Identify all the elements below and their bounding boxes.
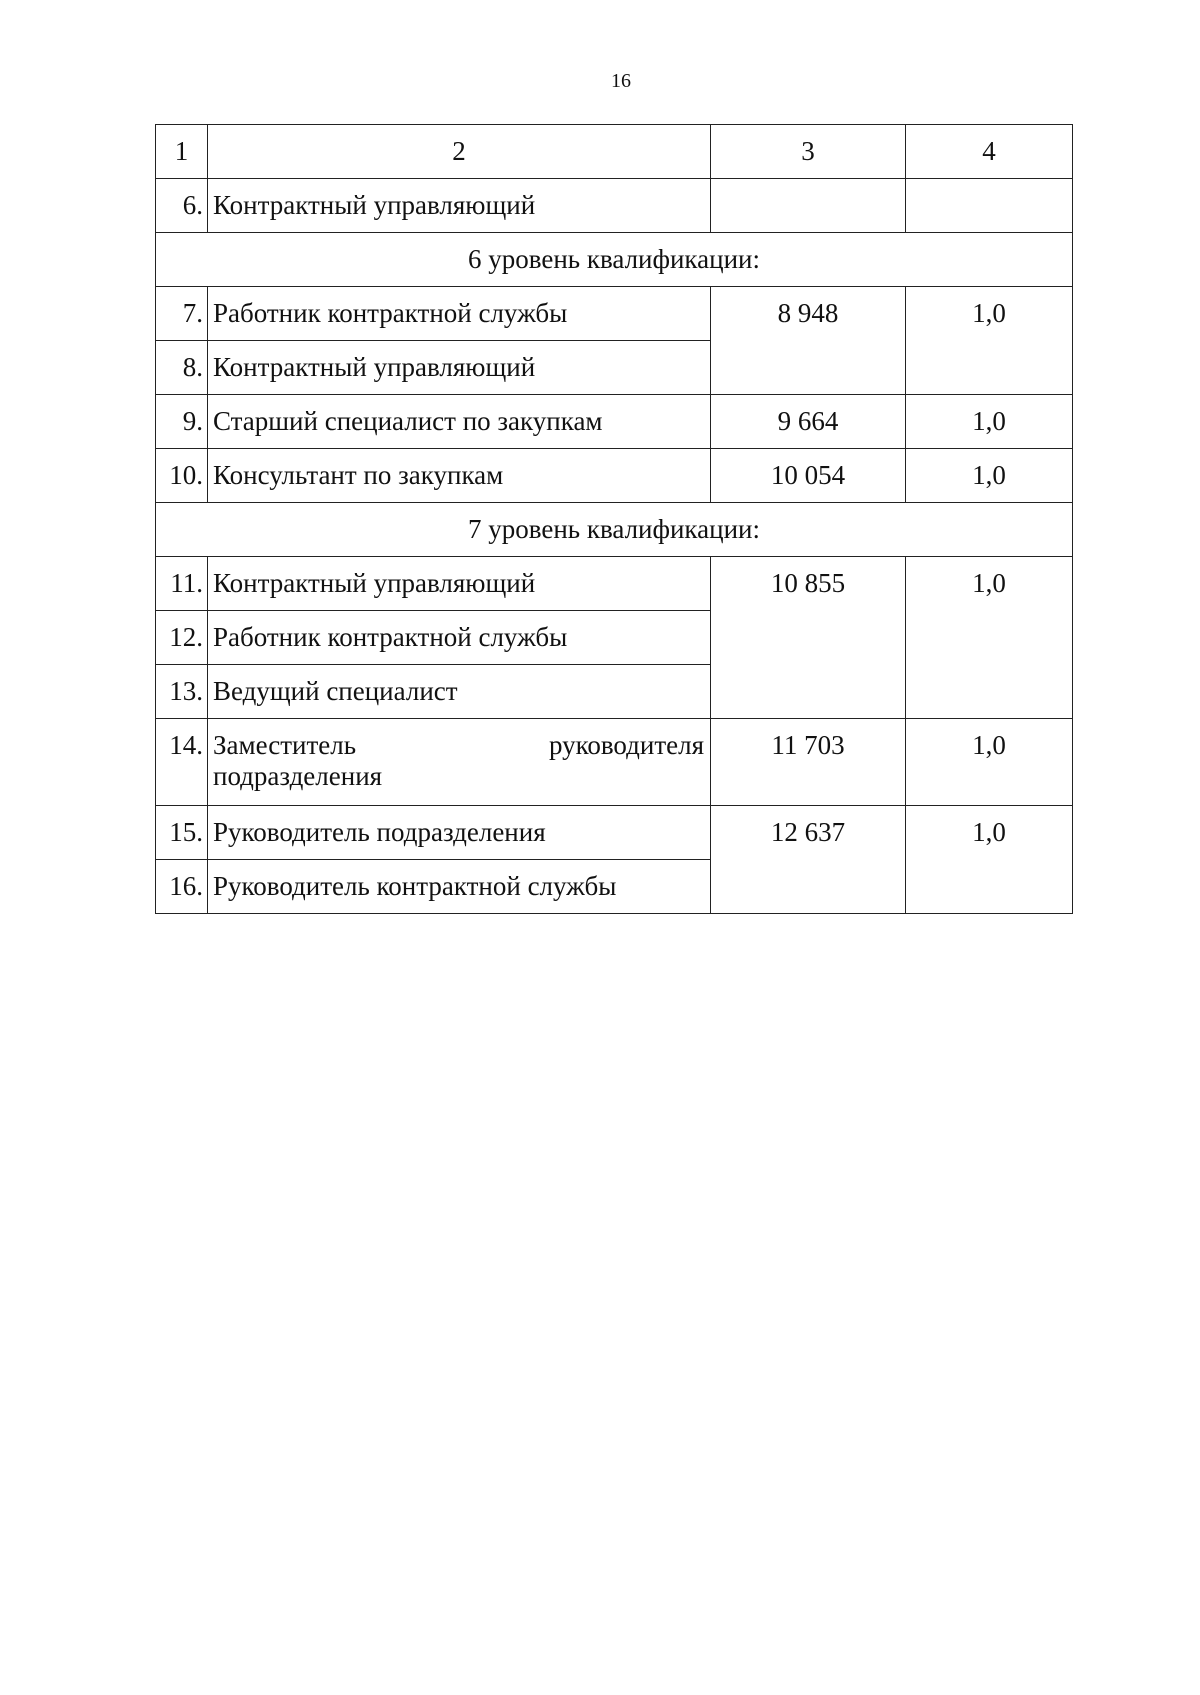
- header-cell: 1: [156, 125, 208, 179]
- section-title: 7 уровень квалификации:: [156, 503, 1073, 557]
- table-row: [156, 287, 1073, 341]
- salary-value: 11 703: [711, 719, 906, 806]
- position-name: Контрактный управляющий: [208, 179, 711, 233]
- row-number: 11.: [156, 557, 208, 611]
- table-row: [156, 806, 1073, 860]
- coefficient: 1,0: [906, 287, 1073, 395]
- header-cell: 2: [208, 125, 711, 179]
- row-number: 13.: [156, 665, 208, 719]
- position-name: Контрактный управляющий: [208, 341, 711, 395]
- coefficient: 1,0: [906, 719, 1073, 806]
- table-row: [156, 179, 1073, 233]
- row-number: 15.: [156, 806, 208, 860]
- position-name: Ведущий специалист: [208, 665, 711, 719]
- salary-value: 9 664: [711, 395, 906, 449]
- row-number: 14.: [156, 719, 208, 806]
- row-number: 6.: [156, 179, 208, 233]
- position-name: Руководитель подразделения: [208, 806, 711, 860]
- row-number: 9.: [156, 395, 208, 449]
- position-name: Консультант по закупкам: [208, 449, 711, 503]
- coefficient: 1,0: [906, 557, 1073, 719]
- coefficient: [906, 179, 1073, 233]
- row-number: 16.: [156, 860, 208, 914]
- coefficient: 1,0: [906, 395, 1073, 449]
- row-number: 7.: [156, 287, 208, 341]
- row-number: 12.: [156, 611, 208, 665]
- position-name: Работник контрактной службы: [208, 611, 711, 665]
- section-row: [156, 503, 1073, 557]
- coefficient: 1,0: [906, 806, 1073, 914]
- position-name: Контрактный управляющий: [208, 557, 711, 611]
- qualification-table: [155, 124, 1073, 914]
- position-name-word: Заместитель: [213, 730, 357, 760]
- table-row: [156, 719, 1073, 806]
- header-cell: 3: [711, 125, 906, 179]
- position-name: Руководитель контрактной службы: [208, 860, 711, 914]
- salary-value: 10 054: [711, 449, 906, 503]
- salary-value: 12 637: [711, 806, 906, 914]
- row-number: 8.: [156, 341, 208, 395]
- table-row: [156, 557, 1073, 611]
- table-row: [156, 395, 1073, 449]
- position-name-line-2: подразделения: [213, 761, 383, 791]
- coefficient: 1,0: [906, 449, 1073, 503]
- salary-value: 8 948: [711, 287, 906, 395]
- header-cell: 4: [906, 125, 1073, 179]
- position-name-word: руководителя: [548, 730, 704, 760]
- row-number: 10.: [156, 449, 208, 503]
- page-number: 16: [611, 70, 631, 92]
- salary-value: 10 855: [711, 557, 906, 719]
- salary-value: [711, 179, 906, 233]
- position-name-line-1: [213, 730, 704, 761]
- section-title: 6 уровень квалификации:: [156, 233, 1073, 287]
- position-name: [208, 719, 711, 806]
- position-name: Старший специалист по закупкам: [208, 395, 711, 449]
- position-name: Работник контрактной службы: [208, 287, 711, 341]
- section-row: [156, 233, 1073, 287]
- table-header-row: [156, 125, 1073, 179]
- table-row: [156, 449, 1073, 503]
